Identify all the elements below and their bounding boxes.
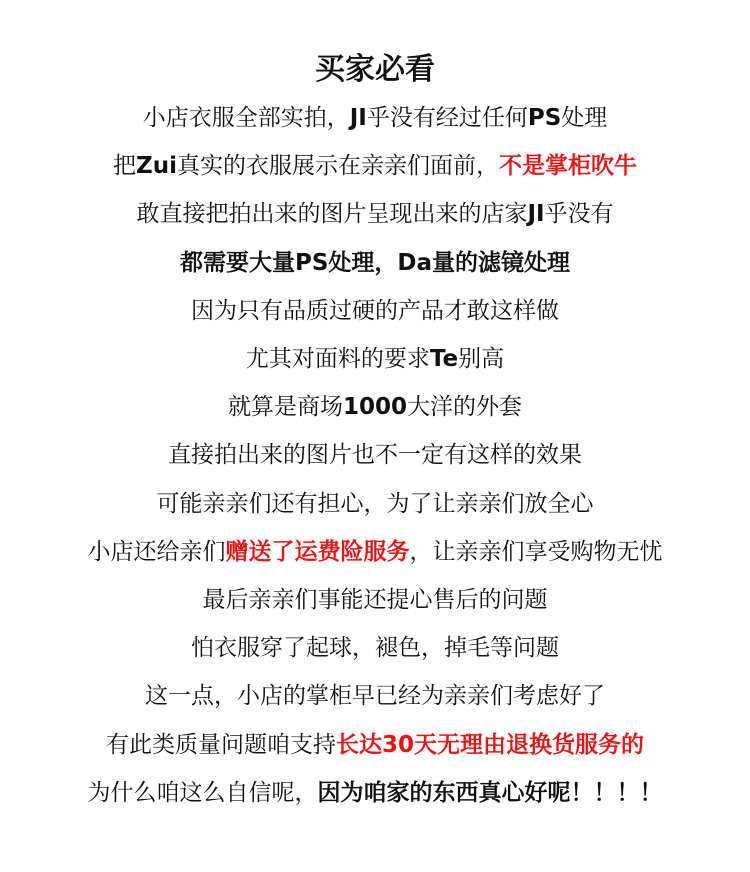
- line-text: 大洋的外套: [407, 394, 522, 421]
- line-text: 处理: [561, 105, 608, 131]
- line-text: 别高: [458, 346, 505, 373]
- notice-line: [0, 624, 750, 672]
- line-text: 就算是商场: [227, 394, 343, 421]
- line-text: 真实的衣服展示在亲亲们面前，: [176, 153, 499, 180]
- line-text: 尤其对面料的要求: [245, 346, 430, 373]
- notice-line: [0, 190, 750, 238]
- line-text: 可能亲亲们还有担心，为了让亲亲们放全心: [156, 490, 594, 517]
- notice-text-block: [0, 94, 750, 817]
- line-text: ，让亲亲们享受购物无忧: [409, 538, 663, 565]
- line-text: 直接拍出来的图片也不一定有这样的效果: [168, 442, 582, 469]
- highlight-text: 长达30天无理由退换货服务的: [335, 731, 644, 758]
- notice-line: [0, 383, 750, 431]
- line-text: 有此类质量问题咱支持: [105, 731, 336, 758]
- bold-text: 因为咱家的东西真心好呢！！！！: [317, 779, 663, 806]
- bold-text: Zui: [136, 153, 177, 180]
- bold-text: JI: [349, 105, 367, 131]
- notice-line: [0, 576, 750, 624]
- line-text: 这一点，小店的掌柜早已经为亲亲们考虑好了: [145, 683, 605, 710]
- bold-text: 都需要大量PS处理，Da量的滤镜处理: [179, 249, 571, 276]
- notice-line: [0, 769, 750, 817]
- bold-text: Te: [429, 346, 459, 373]
- notice-line: [0, 672, 750, 720]
- line-text: 因为只有品质过硬的产品才敢这样做: [191, 297, 559, 324]
- page-title: 买家必看: [315, 52, 435, 87]
- notice-line: [0, 94, 750, 142]
- notice-line: [0, 239, 750, 287]
- line-text: 小店衣服全部实拍，: [142, 105, 350, 131]
- highlight-text: 不是掌柜吹牛: [498, 153, 637, 180]
- bold-text: 1000: [342, 394, 407, 421]
- line-text: 乎没有经过任何: [366, 105, 528, 131]
- bold-text: JI: [527, 201, 545, 228]
- line-text: 乎没有: [544, 201, 614, 228]
- notice-line: [0, 528, 750, 576]
- notice-line: [0, 721, 750, 769]
- notice-line: [0, 335, 750, 383]
- line-text: 敢直接把拍出来的图片呈现出来的店家: [136, 201, 528, 228]
- line-text: 最后亲亲们事能还提心售后的问题: [202, 587, 548, 614]
- notice-line: [0, 431, 750, 479]
- highlight-text: 赠送了运费险服务: [225, 538, 410, 565]
- line-text: 小店还给亲们: [87, 538, 226, 565]
- notice-line: [0, 142, 750, 190]
- notice-line: [0, 287, 750, 335]
- line-text: 为什么咱这么自信呢，: [87, 779, 318, 806]
- line-text: 怕衣服穿了起球，褪色，掉毛等问题: [191, 635, 559, 662]
- bold-text: PS: [527, 105, 562, 131]
- notice-line: [0, 480, 750, 528]
- line-text: 把: [113, 153, 137, 180]
